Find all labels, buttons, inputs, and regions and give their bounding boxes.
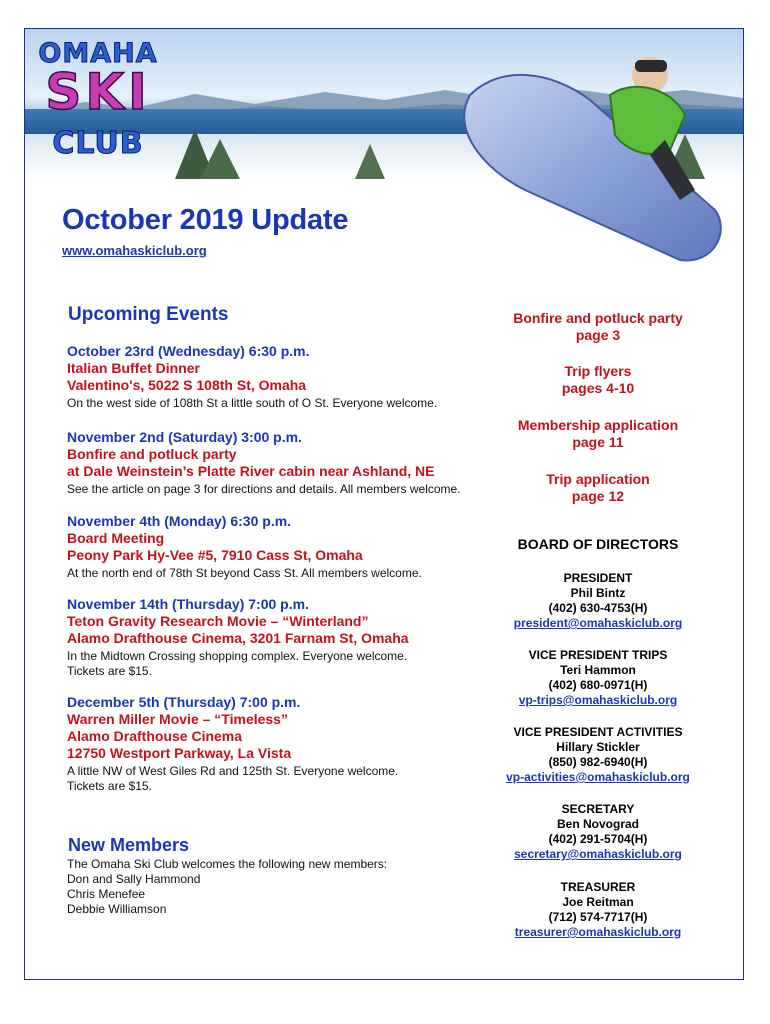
event-note: Tickets are $15. <box>67 664 152 678</box>
officer-email-link[interactable]: secretary@omahaskiclub.org <box>514 847 682 861</box>
page-ref-membership: Membership application page 11 <box>517 417 679 450</box>
officer-name: Hillary Stickler <box>556 740 640 754</box>
snowboarder-illustration <box>430 40 730 290</box>
club-logo <box>38 38 158 166</box>
officer-treasurer <box>498 880 698 940</box>
logo-word-ski: SKI <box>45 63 151 121</box>
event-location: at Dale Weinstein’s Platte River cabin near Ashland, NE <box>67 463 435 479</box>
officer-name: Teri Hammon <box>560 663 636 677</box>
newsletter-title: October 2019 Update <box>62 204 349 236</box>
officer-role: VICE PRESIDENT ACTIVITIES <box>513 725 683 739</box>
officer-phone: (850) 982-6940(H) <box>548 755 648 769</box>
event-datetime: November 2nd (Saturday) 3:00 p.m. <box>67 429 302 445</box>
officer-name: Joe Reitman <box>562 895 634 909</box>
event-location: Peony Park Hy-Vee #5, 7910 Cass St, Omaha <box>67 547 363 563</box>
event-datetime: November 4th (Monday) 6:30 p.m. <box>67 513 292 529</box>
officer-secretary <box>498 802 698 862</box>
event-address: 12750 Westport Parkway, La Vista <box>67 745 292 761</box>
page-ref-trip-application: Trip application page 12 <box>546 471 650 504</box>
event-item <box>67 343 497 411</box>
event-title: Board Meeting <box>67 530 165 546</box>
officer-email-link[interactable]: president@omahaskiclub.org <box>513 616 683 630</box>
officer-name: Phil Bintz <box>570 586 626 600</box>
event-location: Valentino's, 5022 S 108th St, Omaha <box>67 377 307 393</box>
officer-president <box>498 571 698 631</box>
event-note: See the article on page 3 for directions and details. All members welcome. <box>67 482 461 496</box>
officer-email-link[interactable]: vp-activities@omahaskiclub.org <box>506 770 690 784</box>
officer-vp-activities <box>498 725 698 785</box>
event-item <box>67 694 497 794</box>
officer-role: SECRETARY <box>561 802 635 816</box>
website-link[interactable]: www.omahaskiclub.org <box>62 243 207 258</box>
event-datetime: October 23rd (Wednesday) 6:30 p.m. <box>67 343 310 359</box>
board-heading: BOARD OF DIRECTORS <box>517 536 679 552</box>
event-note: At the north end of 78th St beyond Cass St. All members welcome. <box>67 566 422 580</box>
officer-role: VICE PRESIDENT TRIPS <box>528 648 668 662</box>
new-members-heading: New Members <box>68 835 190 855</box>
event-item <box>67 596 497 679</box>
officer-phone: (712) 574-7717(H) <box>548 910 648 924</box>
new-member: Chris Menefee <box>67 887 146 901</box>
officer-phone: (402) 291-5704(H) <box>548 832 648 846</box>
event-title: Italian Buffet Dinner <box>67 360 201 376</box>
event-location: Alamo Drafthouse Cinema <box>67 728 243 744</box>
officer-name: Ben Novograd <box>556 817 639 831</box>
officer-role: TREASURER <box>560 880 636 894</box>
upcoming-events-heading: Upcoming Events <box>68 304 229 325</box>
event-item <box>67 429 497 497</box>
officer-phone: (402) 680-0971(H) <box>548 678 648 692</box>
event-note: On the west side of 108th St a little south of O St. Everyone welcome. <box>67 396 438 410</box>
new-member: Debbie Williamson <box>67 902 167 916</box>
event-item <box>67 513 497 581</box>
event-note: Tickets are $15. <box>67 779 152 793</box>
event-title: Teton Gravity Research Movie – “Winterland” <box>67 613 369 629</box>
logo-word-omaha: OMAHA <box>38 38 158 69</box>
event-datetime: December 5th (Thursday) 7:00 p.m. <box>67 694 301 710</box>
new-members-intro: The Omaha Ski Club welcomes the following new members: <box>67 857 388 871</box>
officer-role: PRESIDENT <box>563 571 633 585</box>
logo-word-club: CLUB <box>52 126 144 161</box>
event-title: Bonfire and potluck party <box>67 446 237 462</box>
event-datetime: November 14th (Thursday) 7:00 p.m. <box>67 596 309 612</box>
officer-email-link[interactable]: treasurer@omahaskiclub.org <box>514 925 682 939</box>
officer-phone: (402) 630-4753(H) <box>548 601 648 615</box>
new-member: Don and Sally Hammond <box>67 872 201 886</box>
officer-vp-trips <box>498 648 698 708</box>
event-note: A little NW of West Giles Rd and 125th St. Everyone welcome. <box>67 764 399 778</box>
event-location: Alamo Drafthouse Cinema, 3201 Farnam St, Omaha <box>67 630 409 646</box>
event-title: Warren Miller Movie – “Timeless” <box>67 711 288 727</box>
event-note: In the Midtown Crossing shopping complex. Everyone welcome. <box>67 649 408 663</box>
officer-email-link[interactable]: vp-trips@omahaskiclub.org <box>518 693 678 707</box>
page-ref-bonfire: Bonfire and potluck party page 3 <box>513 310 683 343</box>
page-ref-trip-flyers: Trip flyers pages 4-10 <box>561 363 635 396</box>
new-members-list <box>67 857 467 917</box>
